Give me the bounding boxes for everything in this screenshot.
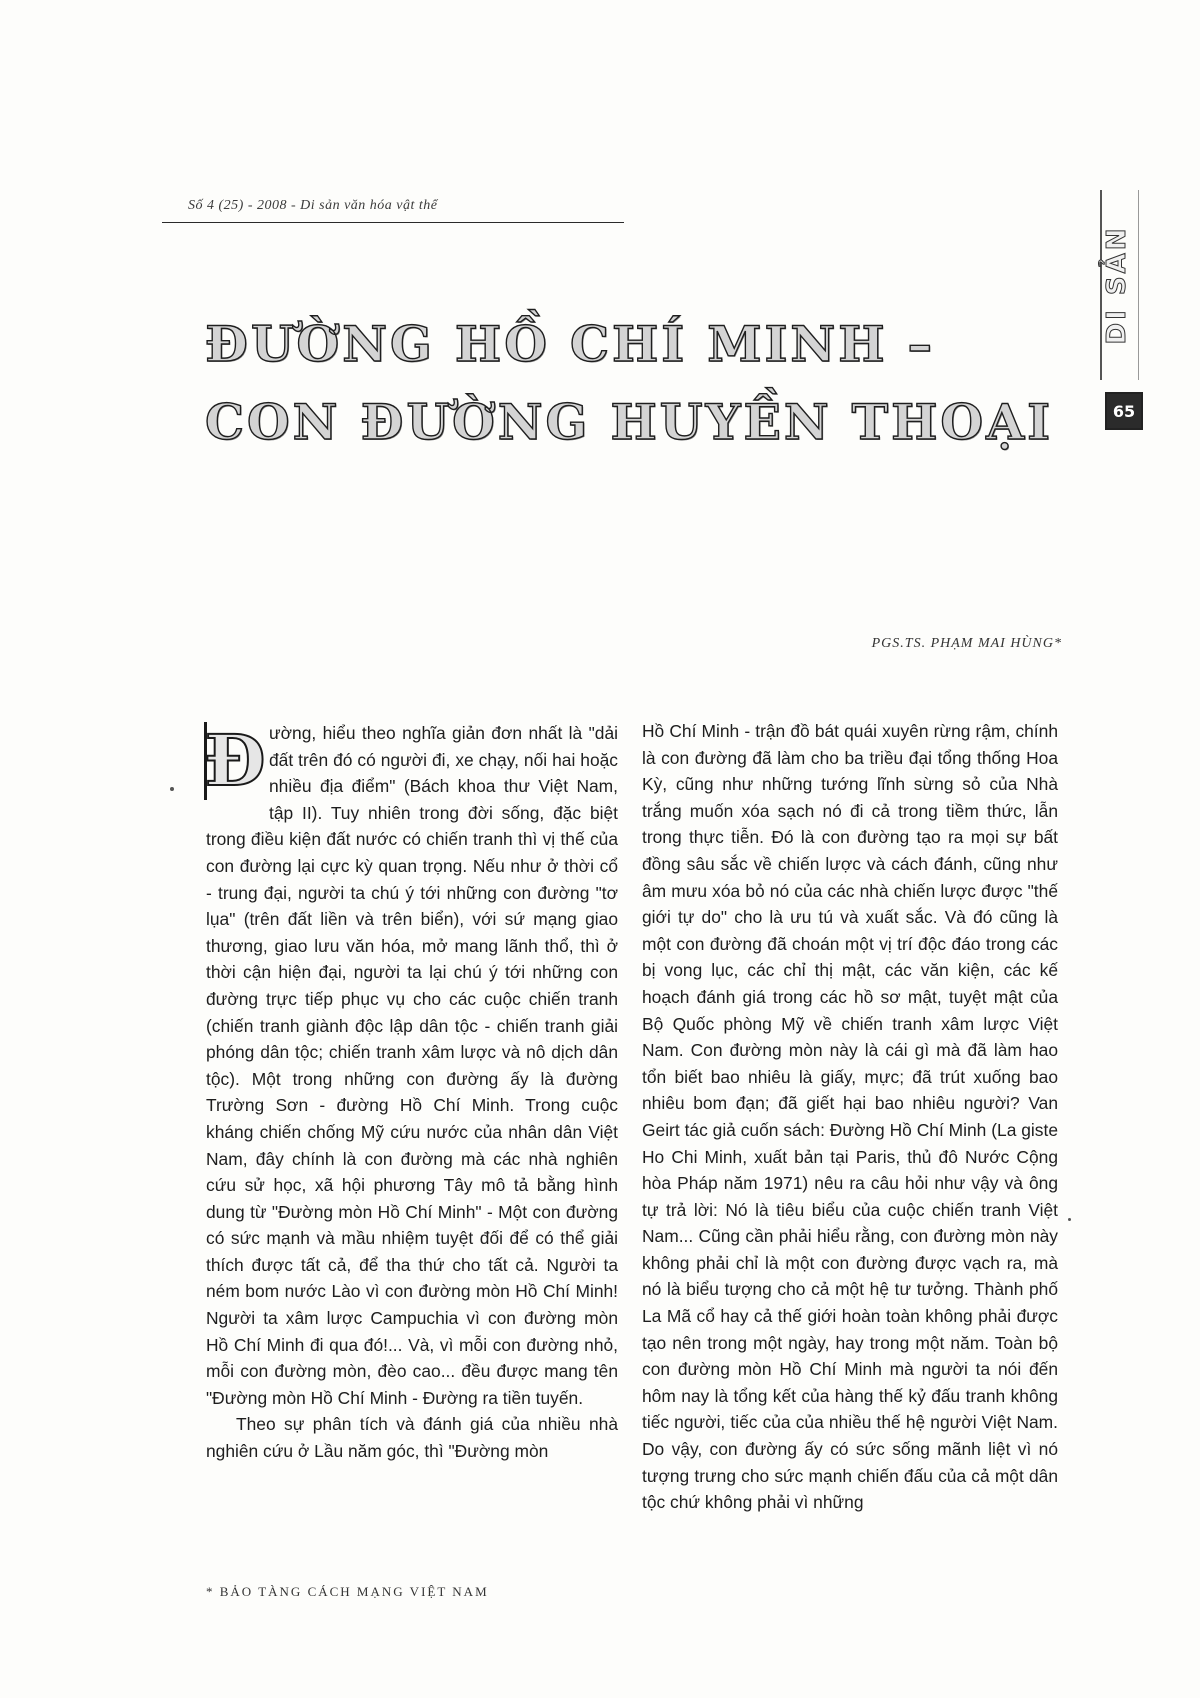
side-logo-text: DI SẢN xyxy=(1102,225,1132,345)
drop-cap: Đ xyxy=(204,719,266,802)
body-column-right xyxy=(642,718,1058,1516)
body-column-left xyxy=(206,720,618,1465)
page-number: 65 xyxy=(1105,392,1143,430)
article-title xyxy=(205,305,1085,461)
paragraph: Theo sự phân tích và đánh giá của nhiều nhà nghiên cứu ở Lầu năm góc, thì "Đường mòn xyxy=(206,1414,618,1462)
title-line-1: ĐƯỜNG HỒ CHÍ MINH – xyxy=(205,315,936,373)
paragraph-text: ường, hiểu theo nghĩa giản đơn nhất là "dải đất trên đó có người đi, xe chạy, nối hai hoặc nhiều địa điểm" (Bách khoa thư Việt Nam, tập II). Tuy nhiên trong đời sống, đặc biệt trong điều kiện đất nước có chiến tranh thì vị thế của con đường lại cực kỳ quan trọng. Nếu như ở thời cổ - trung đại, người ta chú ý tới những con đường "tơ lụa" (trên đất liền và trên biển), với sứ mạng giao thương, giao lưu văn hóa, mở mang lãnh thổ, thì ở thời cận hiện đại, người ta lại chú ý tới những con đường trực tiếp phục vụ cho các cuộc chiến tranh (chiến tranh giành độc lập dân tộc - chiến tranh giải phóng dân tộc; chiến tranh xâm lược và nô dịch dân tộc). Một trong những con đường ấy là đường Trường Sơn - đường Hồ Chí Minh. Trong cuộc kháng chiến chống Mỹ cứu nước của nhân dân Việt Nam, đây chính là con đường mà các nhà nghiên cứu sử học, xã hội phương Tây mô tả bằng hình dung từ "Đường mòn Hồ Chí Minh" - Một con đường có sức mạnh và mầu nhiệm tuyệt đối để có thể giải thích được tất cả, để tha thứ cho tất cả. Người ta ném bom nước Lào vì con đường mòn Hồ Chí Minh! Người ta xâm lược Campuchia vì con đường mòn Hồ Chí Minh đi qua đó!... Và, vì mỗi con đường nhỏ, mỗi con đường mòn, đèo cao... đều được mang tên "Đường mòn Hồ Chí Minh - Đường ra tiền tuyến. xyxy=(206,723,618,1408)
paragraph xyxy=(206,720,618,1411)
header-rule xyxy=(162,222,624,223)
author-byline: PGS.TS. PHẠM MAI HÙNG* xyxy=(871,636,1062,651)
title-line-2: CON ĐƯỜNG HUYỀN THOẠI xyxy=(205,393,1054,451)
scan-speck xyxy=(1068,1218,1071,1221)
paragraph: Hồ Chí Minh - trận đồ bát quái xuyên rừng rậm, chính là con đường đã làm cho ba triều đại tổng thống Hoa Kỳ, cũng như những tướng lĩnh sừng sỏ của Nhà trắng muốn xóa sạch nó đi cả trong tiềm thức, lẫn trong thực tiễn. Đó là con đường tạo ra mọi sự bất đồng sâu sắc về chiến lược và cách đánh, cũng như âm mưu xóa bỏ nó của các nhà chiến lược được "thế giới tự do" cho là ưu tú và xuất sắc. Và đó cũng là một con đường đã choán một vị trí độc đáo trong các bị vong lục, các chỉ thị mật, các văn kiện, các kế hoạch đánh giá trong các hồ sơ mật, tuyệt mật của Bộ Quốc phòng Mỹ về chiến tranh xâm lược Việt Nam. Con đường mòn này là cái gì mà đã làm hao tổn biết bao nhiêu là giấy, mực; đã trút xuống bao nhiêu bom đạn; đã giết hại bao nhiêu người? Van Geirt tác giả cuốn sách: Đường Hồ Chí Minh (La giste Ho Chi Minh, xuất bản tại Paris, thủ đô Nước Cộng hòa Pháp năm 1971) nêu ra câu hỏi như vậy và ông tự trả lời: Nó là tiêu biểu của cuộc chiến tranh Việt Nam... Cũng cần phải hiểu rằng, con đường mòn này không phải chỉ là một con đường được vạch ra, mà nó là biểu tượng cho cả một hệ tư tưởng. Thành phố La Mã cổ hay cả thế giới hoàn toàn không phải được tạo nên trong một ngày, hay trong một năm. Toàn bộ con đường mòn Hồ Chí Minh mà người ta nói đến hôm nay là tổng kết của hàng thế kỷ đấu tranh không tiếc người, tiếc của của nhiều thế hệ người Việt Nam. Do vậy, con đường ấy có sức sống mãnh liệt vì nó tượng trưng cho sức mạnh chiến đấu của cả một dân tộc chứ không phải vì những xyxy=(642,721,1058,1513)
footnote: * BẢO TÀNG CÁCH MẠNG VIỆT NAM xyxy=(206,1584,489,1599)
running-head: Số 4 (25) - 2008 - Di sản văn hóa vật thể xyxy=(188,198,438,213)
scan-speck xyxy=(170,787,174,791)
